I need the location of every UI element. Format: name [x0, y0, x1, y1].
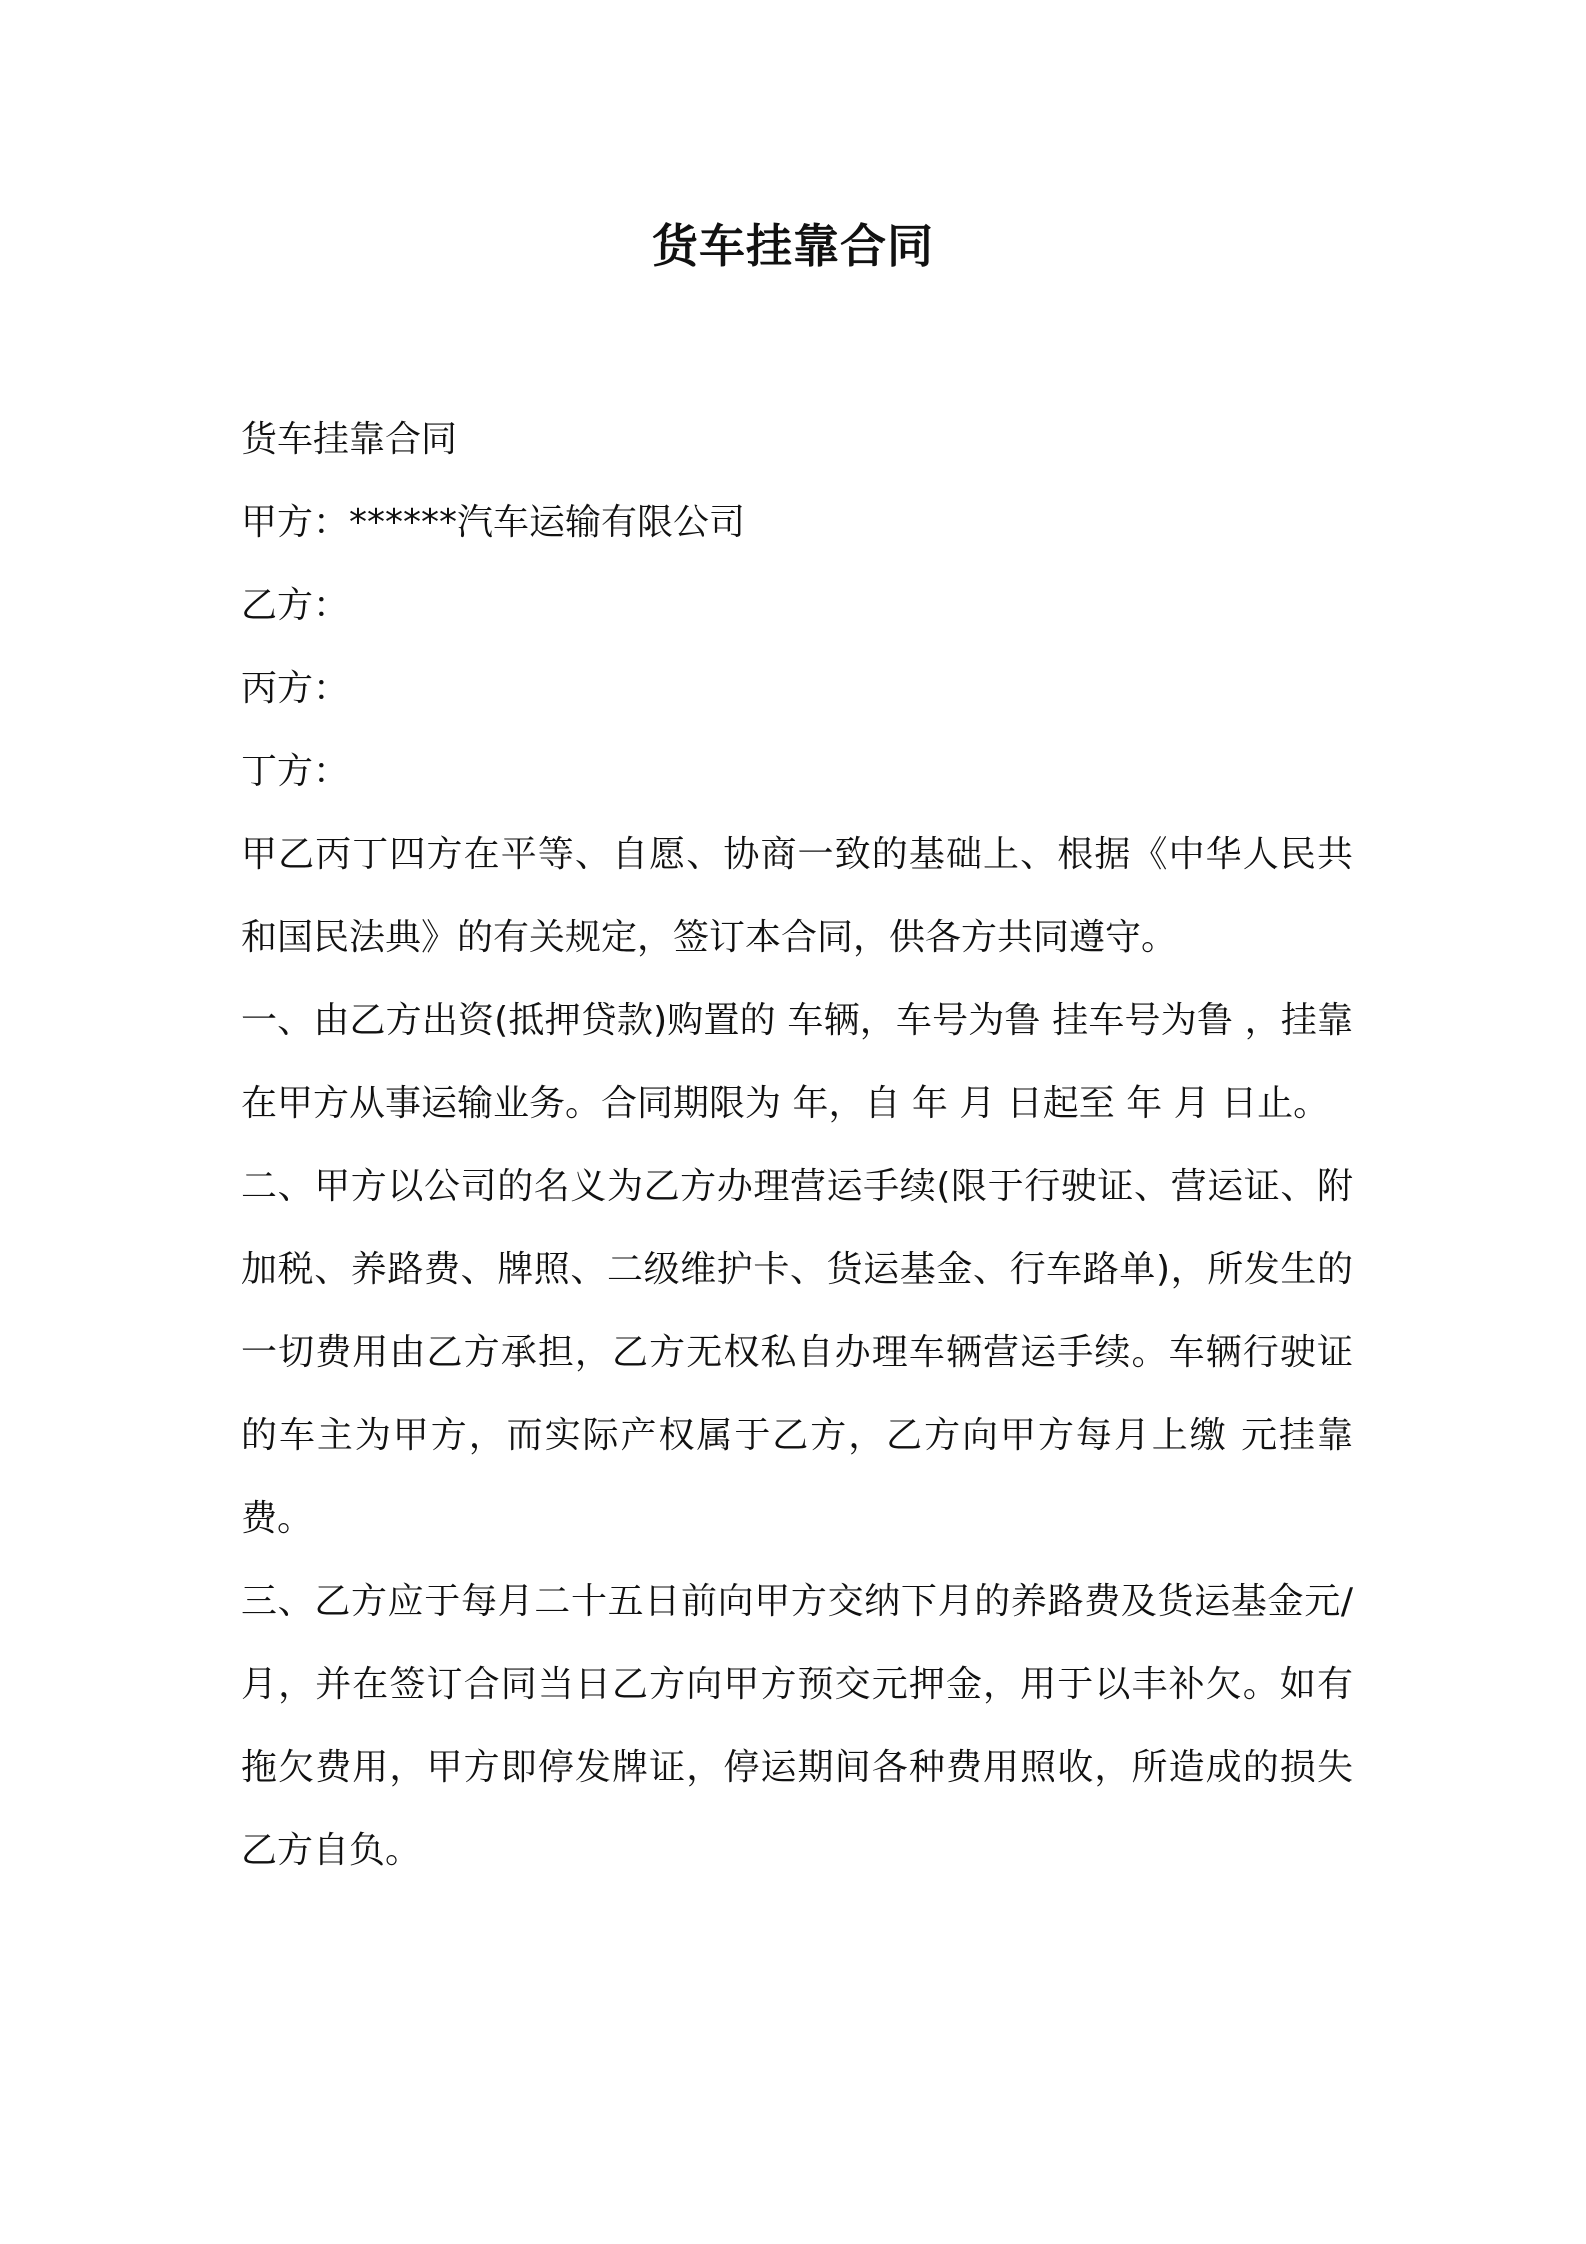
preamble-paragraph: 甲乙丙丁四方在平等、自愿、协商一致的基础上、根据《中华人民共和国民法典》的有关规定，签订本合同，供各方共同遵守。	[241, 834, 1353, 958]
contract-subtitle: 货车挂靠合同	[241, 419, 458, 460]
clause-1-paragraph: 一、由乙方出资(抵押贷款)购置的 车辆，车号为鲁 挂车号为鲁 ，挂靠在甲方从事运输业务。合同期限为 年，自 年 月 日起至 年 月 日止。	[241, 1000, 1353, 1124]
clause-2-paragraph: 二、甲方以公司的名义为乙方办理营运手续(限于行驶证、营运证、附加税、养路费、牌照、二级维护卡、货运基金、行车路单)，所发生的一切费用由乙方承担，乙方无权私自办理车辆营运手续。车辆行驶证的车主为甲方，而实际产权属于乙方，乙方向甲方每月上缴 元挂靠费。	[241, 1166, 1353, 1539]
clause-3-paragraph: 三、乙方应于每月二十五日前向甲方交纳下月的养路费及货运基金元/月，并在签订合同当日乙方向甲方预交元押金，用于以丰补欠。如有拖欠费用，甲方即停发牌证，停运期间各种费用照收，所造成的损失乙方自负。	[241, 1581, 1353, 1871]
document-title: 货车挂靠合同	[652, 219, 934, 273]
party-c-line: 丙方：	[241, 668, 350, 709]
party-a-line: 甲方：******汽车运输有限公司	[241, 502, 746, 543]
party-d-line: 丁方：	[241, 751, 350, 792]
document-body	[241, 398, 1353, 1892]
party-b-line: 乙方：	[241, 585, 350, 626]
